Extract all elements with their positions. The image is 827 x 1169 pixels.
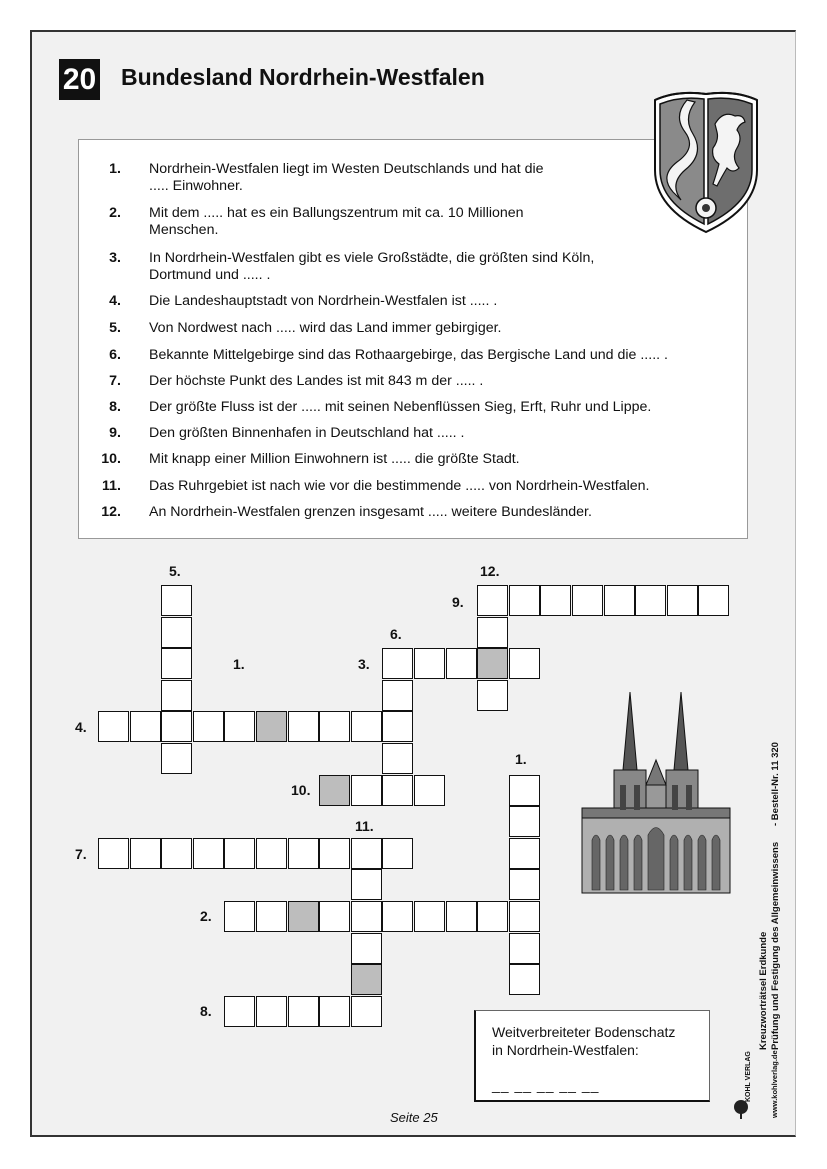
crossword-cell[interactable] — [288, 996, 319, 1027]
crossword-label-7: 7. — [75, 846, 87, 862]
crossword-cell[interactable] — [351, 933, 382, 964]
clue-number: 5. — [109, 320, 121, 336]
sidebar-series-title: Kreuzworträtsel Erdkunde — [758, 931, 769, 1050]
crossword-cell[interactable] — [382, 775, 413, 806]
crossword-cell[interactable] — [193, 711, 224, 742]
crossword-label-11: 11. — [355, 818, 374, 834]
crossword-cell[interactable] — [161, 838, 192, 869]
crossword-cell[interactable] — [256, 838, 287, 869]
publisher-url: www.kohlverlag.de — [770, 1050, 779, 1118]
clue-number: 10. — [101, 451, 121, 467]
crossword-cell[interactable] — [414, 901, 445, 932]
clue-number: 11. — [102, 478, 121, 494]
clue-text: In Nordrhein-Westfalen gibt es viele Großstädte, die größten sind Köln, Dortmund und ..... . — [149, 250, 595, 283]
crossword-cell[interactable] — [351, 838, 382, 869]
crossword-cell[interactable] — [382, 711, 413, 742]
crossword-cell[interactable] — [446, 648, 477, 679]
clue-text: Bekannte Mittelgebirge sind das Rothaargebirge, das Bergische Land und die ..... . — [149, 347, 668, 363]
crossword-label-12: 12. — [480, 563, 500, 579]
clue-text: Mit knapp einer Million Einwohnern ist ..... die größte Stadt. — [149, 451, 520, 467]
clue-text: An Nordrhein-Westfalen grenzen insgesamt ..... weitere Bundesländer. — [149, 504, 592, 520]
crossword-cell[interactable] — [319, 711, 350, 742]
publisher-logo: KOHL VERLAG — [745, 1051, 752, 1102]
bonus-answer-blanks[interactable]: __ __ __ __ __ — [492, 1077, 600, 1093]
crossword-label-6: 6. — [390, 626, 402, 642]
crossword-cell[interactable] — [382, 838, 413, 869]
crossword-cell[interactable] — [414, 648, 445, 679]
crossword-cell[interactable] — [351, 711, 382, 742]
crossword-cell[interactable] — [477, 617, 508, 648]
crossword-label-1-down: 1. — [515, 751, 527, 767]
crossword-cell[interactable] — [572, 585, 603, 616]
clue-number: 1. — [109, 161, 121, 177]
crossword-cell[interactable] — [382, 680, 413, 711]
crossword-cell[interactable] — [509, 806, 540, 837]
clue-number: 6. — [109, 347, 121, 363]
clue-text: Der größte Fluss ist der ..... mit seinen Nebenflüssen Sieg, Erft, Ruhr und Lippe. — [149, 399, 652, 415]
crossword-cell[interactable] — [98, 838, 129, 869]
crossword-cell[interactable] — [635, 585, 666, 616]
page-number: Seite 25 — [390, 1110, 438, 1125]
crossword-cell[interactable] — [509, 869, 540, 900]
clue-text: Nordrhein-Westfalen liegt im Westen Deutschlands und hat die ..... Einwohner. — [149, 161, 544, 194]
clue-text: Die Landeshauptstadt von Nordrhein-Westfalen ist ..... . — [149, 293, 498, 309]
crossword-cell[interactable] — [256, 996, 287, 1027]
crossword-cell[interactable] — [414, 775, 445, 806]
crossword-cell[interactable] — [161, 617, 192, 648]
crossword-cell[interactable] — [161, 585, 192, 616]
crossword-cell[interactable] — [604, 585, 635, 616]
publisher-tree-icon — [730, 1098, 752, 1120]
crossword-cell[interactable] — [698, 585, 729, 616]
crossword-cell-solution[interactable] — [319, 775, 350, 806]
clue-text: Von Nordwest nach ..... wird das Land immer gebirgiger. — [149, 320, 502, 336]
clue-number: 2. — [109, 205, 121, 221]
clue-text: Das Ruhrgebiet ist nach wie vor die bestimmende ..... von Nordrhein-Westfalen. — [149, 478, 650, 494]
crossword-cell[interactable] — [509, 648, 540, 679]
clue-text: Den größten Binnenhafen in Deutschland hat ..... . — [149, 425, 465, 441]
crossword-cell[interactable] — [351, 996, 382, 1027]
crossword-cell[interactable] — [477, 680, 508, 711]
clue-number: 8. — [109, 399, 121, 415]
crossword-cell[interactable] — [319, 996, 350, 1027]
crossword-cell[interactable] — [161, 680, 192, 711]
crossword-cell[interactable] — [193, 838, 224, 869]
crossword-cell[interactable] — [130, 838, 161, 869]
crossword-label-5: 5. — [169, 563, 181, 579]
clue-number: 4. — [109, 293, 121, 309]
crossword-cell[interactable] — [319, 901, 350, 932]
clue-number: 7. — [109, 373, 121, 389]
crossword-cell[interactable] — [224, 996, 255, 1027]
crossword-cell[interactable] — [382, 901, 413, 932]
clue-text: Mit dem ..... hat es ein Ballungszentrum mit ca. 10 Millionen Menschen. — [149, 205, 524, 238]
crossword-cell-solution[interactable] — [256, 711, 287, 742]
crossword-label-1-across: 1. — [233, 656, 245, 672]
nrw-coat-of-arms-icon — [647, 88, 765, 236]
crossword-label-10: 10. — [291, 782, 311, 798]
crossword-cell[interactable] — [319, 838, 350, 869]
crossword-cell[interactable] — [98, 711, 129, 742]
crossword-cell[interactable] — [130, 711, 161, 742]
worksheet-number: 20 — [59, 59, 100, 100]
crossword-cell[interactable] — [446, 901, 477, 932]
crossword-cell[interactable] — [509, 901, 540, 932]
bonus-question: Weitverbreiteter Bodenschatz in Nordrhein-Westfalen: — [492, 1024, 676, 1058]
crossword-cell[interactable] — [509, 775, 540, 806]
crossword-cell[interactable] — [382, 648, 413, 679]
crossword-cell[interactable] — [288, 838, 319, 869]
crossword-cell[interactable] — [256, 901, 287, 932]
crossword-cell[interactable] — [382, 743, 413, 774]
crossword-label-2: 2. — [200, 908, 212, 924]
clue-number: 3. — [109, 250, 121, 266]
page-title: Bundesland Nordrhein-Westfalen — [121, 64, 485, 90]
clue-text: Der höchste Punkt des Landes ist mit 843 m der ..... . — [149, 373, 484, 389]
bonus-question-box — [474, 1010, 710, 1102]
crossword-cell[interactable] — [509, 585, 540, 616]
crossword-label-3: 3. — [358, 656, 370, 672]
crossword-cell[interactable] — [224, 838, 255, 869]
crossword-cell[interactable] — [288, 711, 319, 742]
crossword-label-4: 4. — [75, 719, 87, 735]
crossword-cell[interactable] — [667, 585, 698, 616]
cologne-cathedral-icon — [578, 690, 734, 895]
crossword-cell[interactable] — [351, 901, 382, 932]
crossword-cell[interactable] — [351, 869, 382, 900]
crossword-cell[interactable] — [509, 933, 540, 964]
crossword-cell[interactable] — [477, 901, 508, 932]
crossword-label-8: 8. — [200, 1003, 212, 1019]
crossword-cell[interactable] — [540, 585, 571, 616]
crossword-cell-solution[interactable] — [288, 901, 319, 932]
crossword-cell[interactable] — [351, 775, 382, 806]
crossword-cell[interactable] — [509, 964, 540, 995]
sidebar-subtitle: Prüfung und Festigung des Allgemeinwissens — [770, 841, 781, 1050]
crossword-cell[interactable] — [224, 711, 255, 742]
clue-number: 12. — [101, 504, 121, 520]
crossword-cell[interactable] — [161, 711, 192, 742]
crossword-label-9: 9. — [452, 594, 464, 610]
crossword-cell-solution[interactable] — [351, 964, 382, 995]
crossword-cell-solution[interactable] — [477, 648, 508, 679]
crossword-cell[interactable] — [477, 585, 508, 616]
crossword-cell[interactable] — [224, 901, 255, 932]
clue-number: 9. — [109, 425, 121, 441]
crossword-cell[interactable] — [161, 743, 192, 774]
sidebar-order-number: - Bestell-Nr. 11 320 — [770, 742, 781, 826]
crossword-cell[interactable] — [161, 648, 192, 679]
crossword-cell[interactable] — [509, 838, 540, 869]
